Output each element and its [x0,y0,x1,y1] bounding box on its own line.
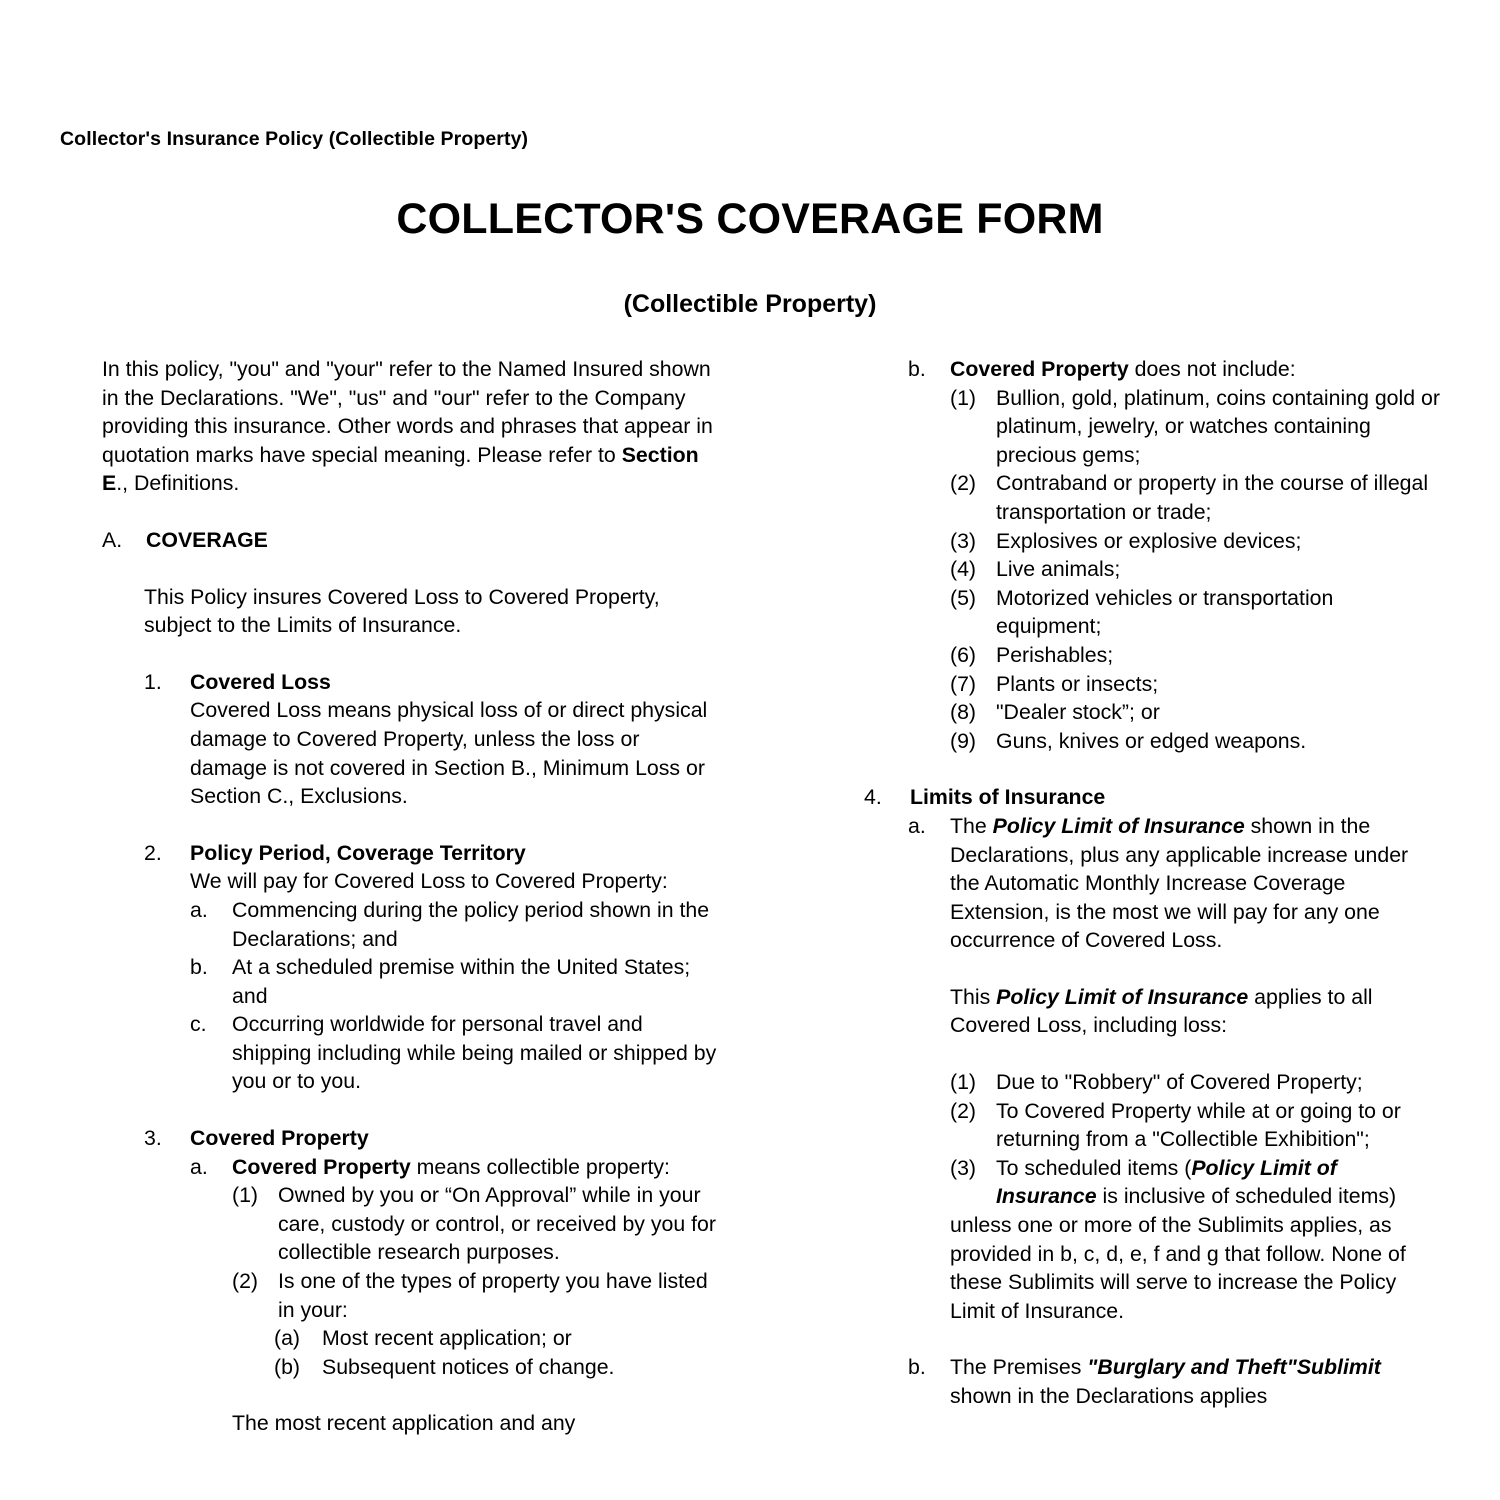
item-4-marker: 4. [864,785,882,810]
item-4-sub-b-term1: "Burglary and Theft" [1087,1355,1297,1380]
item-2-sub-a-text: Commencing during the policy period shown in the Declarations; and [232,897,710,951]
item-3-sub-a-bold: Covered Property [232,1154,411,1179]
item-2-sub-a [102,896,720,953]
intro-section-ref: Section E [102,442,699,496]
page-subtitle: (Collectible Property) [623,290,877,318]
item-b-list-6-marker: (6) [950,642,977,667]
item-b-list-5 [908,584,1440,641]
item-b-list-5-marker: (5) [950,585,977,610]
item-4-sub-b-post: shown in the Declarations applies [950,1384,1268,1408]
item-3-num-2 [102,1267,720,1324]
item-1-heading [102,668,720,697]
item-2-sub-c [102,1010,720,1096]
item-b-list-3 [908,527,1440,556]
right-column [750,355,1500,1438]
item-3-marker: 3. [144,1126,162,1151]
item-3-letter-a-marker: (a) [274,1326,301,1351]
item-b-list-2-marker: (2) [950,471,977,496]
intro-text-part2: ., Definitions. [116,471,240,496]
item-2-sub-c-text: Occurring worldwide for personal travel and shipping including while being mailed or shipped by you or to you. [232,1012,717,1094]
item-4-list-3-marker: (3) [950,1155,977,1180]
item-b-list-8 [908,698,1440,727]
item-4-heading [864,783,1440,812]
item-b-list-5-text: Motorized vehicles or transportation equipment; [996,585,1334,639]
item-b-list-8-marker: (8) [950,700,977,725]
item-b-list-1-text: Bullion, gold, platinum, coins containing gold or platinum, jewelry, or watches containing precious gems; [996,385,1440,467]
item-3-letter-a [102,1324,720,1353]
section-a-marker: A. [102,527,123,552]
item-4-list-3 [908,1154,1440,1211]
item-4-second-pre: This [950,984,997,1009]
item-b-list-6-text: Perishables; [996,642,1114,667]
item-2-sub-b-text: At a scheduled premise within the United States; and [232,955,691,1008]
item-3-heading [102,1124,720,1153]
item-1-marker: 1. [144,669,162,694]
item-b-list-3-text: Explosives or explosive devices; [996,528,1302,553]
item-2-sub-b [102,953,720,1010]
item-2-sub-c-marker: c. [190,1012,207,1037]
item-4-sub-a [908,812,1440,955]
running-header: Collector's Insurance Policy (Collectible Property) [60,128,529,150]
item-4-list-3-term: Policy Limit of Insurance [996,1155,1337,1209]
item-4-sub-b [908,1353,1440,1410]
item-3-title: Covered Property [190,1126,369,1151]
item-b-list-7-marker: (7) [950,671,977,696]
item-b-list-6 [908,641,1440,670]
item-4-second-post: applies to all Covered Loss, including loss: [950,984,1373,1038]
item-4-list-3-pre: To scheduled items ( [996,1155,1192,1180]
section-a-heading [102,526,720,555]
item-3-letter-a-text: Most recent application; or [322,1326,572,1351]
item-1-title: Covered Loss [190,669,331,694]
item-4-sub-a-second [908,983,1440,1040]
item-3-sub-a-text: means collectible property: [410,1154,670,1179]
item-b-list-1 [908,384,1440,470]
item-b-list-8-text: "Dealer stock”; or [996,700,1160,725]
item-3-num-1-marker: (1) [232,1183,259,1208]
item-3-letter-b [102,1353,720,1382]
item-4-second-term: Policy Limit of Insurance [996,984,1249,1009]
item-2-heading [102,839,720,868]
item-b-text: does not include: [1128,357,1296,381]
item-b-list-4-text: Live animals; [996,557,1121,582]
item-4-list-2-marker: (2) [950,1098,977,1123]
two-column-body [0,355,1500,1438]
item-b-list-9-marker: (9) [950,728,977,753]
item-b-marker: b. [908,357,926,381]
item-4-sub-a-marker: a. [908,813,926,838]
item-b-list-7-text: Plants or insects; [996,671,1159,696]
item-4-list-2-text: To Covered Property while at or going to or returning from a "Collectible Exhibition"; [996,1098,1401,1152]
item-2-sub-b-marker: b. [190,955,208,980]
item-b-heading [908,355,1440,384]
item-3-trailing: The most recent application and any [232,1411,576,1436]
item-3-num-2-marker: (2) [232,1269,259,1294]
item-4-sub-b-term2: Sublimit [1296,1355,1381,1380]
item-b-list-4 [908,555,1440,584]
item-3-num-1-text: Owned by you or “On Approval” while in your care, custody or control, or received by you for collectible research purposes. [278,1183,716,1265]
item-3-letter-b-marker: (b) [274,1354,301,1379]
item-4-list-2 [908,1097,1440,1154]
item-4-sub-b-pre: The Premises [950,1355,1088,1380]
item-2-sub-a-marker: a. [190,897,208,922]
item-2-body: We will pay for Covered Loss to Covered Property: [190,869,668,894]
item-2-title: Policy Period, Coverage Territory [190,840,526,865]
item-3-letter-b-text: Subsequent notices of change. [322,1354,615,1379]
item-4-closing: unless one or more of the Sublimits applies, as provided in b, c, d, e, f and g that follow. None of these Sublimits will serve to increase the Policy Limit of Insurance. [950,1213,1406,1323]
item-4-sub-a-post: shown in the Declarations, plus any applicable increase under the Automatic Monthly Increase Coverage Extension, is the most we will pay for any one occurrence of Covered Loss. [950,813,1409,953]
item-b-list-2-text: Contraband or property in the course of illegal transportation or trade; [996,471,1429,524]
section-a-lead: This Policy insures Covered Loss to Covered Property, subject to the Limits of Insurance. [144,584,660,638]
item-2-marker: 2. [144,840,162,865]
item-b-list-2 [908,469,1440,526]
item-b-list-4-marker: (4) [950,557,977,582]
item-3-num-1 [102,1181,720,1267]
item-3-sub-a-marker: a. [190,1154,208,1179]
item-4-title: Limits of Insurance [910,785,1106,810]
left-column [0,355,750,1438]
intro-paragraph [102,355,720,498]
intro-text-part1: In this policy, "you" and "your" refer to the Named Insured shown in the Declarations. "We", "us" and "our" refer to the Company providing this insurance. Other words and phrases that appear in quotation marks have special meaning. Please refer to [102,357,713,467]
item-4-list-3-post: is inclusive of scheduled items) [1096,1184,1397,1209]
item-b-bold: Covered Property [950,357,1129,381]
item-b-list-3-marker: (3) [950,528,977,553]
item-4-sub-b-marker: b. [908,1355,926,1380]
item-1-body: Covered Loss means physical loss of or direct physical damage to Covered Property, unless the loss or damage is not covered in Section B., Minimum Loss or Section C., Exclusions. [190,698,708,809]
item-b-list-1-marker: (1) [950,385,977,410]
item-4-list-1-text: Due to "Robbery" of Covered Property; [996,1070,1363,1095]
item-b-list-9-text: Guns, knives or edged weapons. [996,728,1307,753]
item-4-list-1 [908,1068,1440,1097]
item-3-num-2-text: Is one of the types of property you have listed in your: [278,1269,708,1322]
item-4-list-1-marker: (1) [950,1070,977,1095]
item-b-list-9 [908,727,1440,756]
item-b-list-7 [908,670,1440,699]
item-4-sub-a-term: Policy Limit of Insurance [992,813,1245,838]
page-title: COLLECTOR'S COVERAGE FORM [396,195,1104,243]
section-a-title: COVERAGE [146,527,268,552]
item-4-sub-a-pre: The [950,813,993,838]
item-3-sub-a [102,1153,720,1182]
